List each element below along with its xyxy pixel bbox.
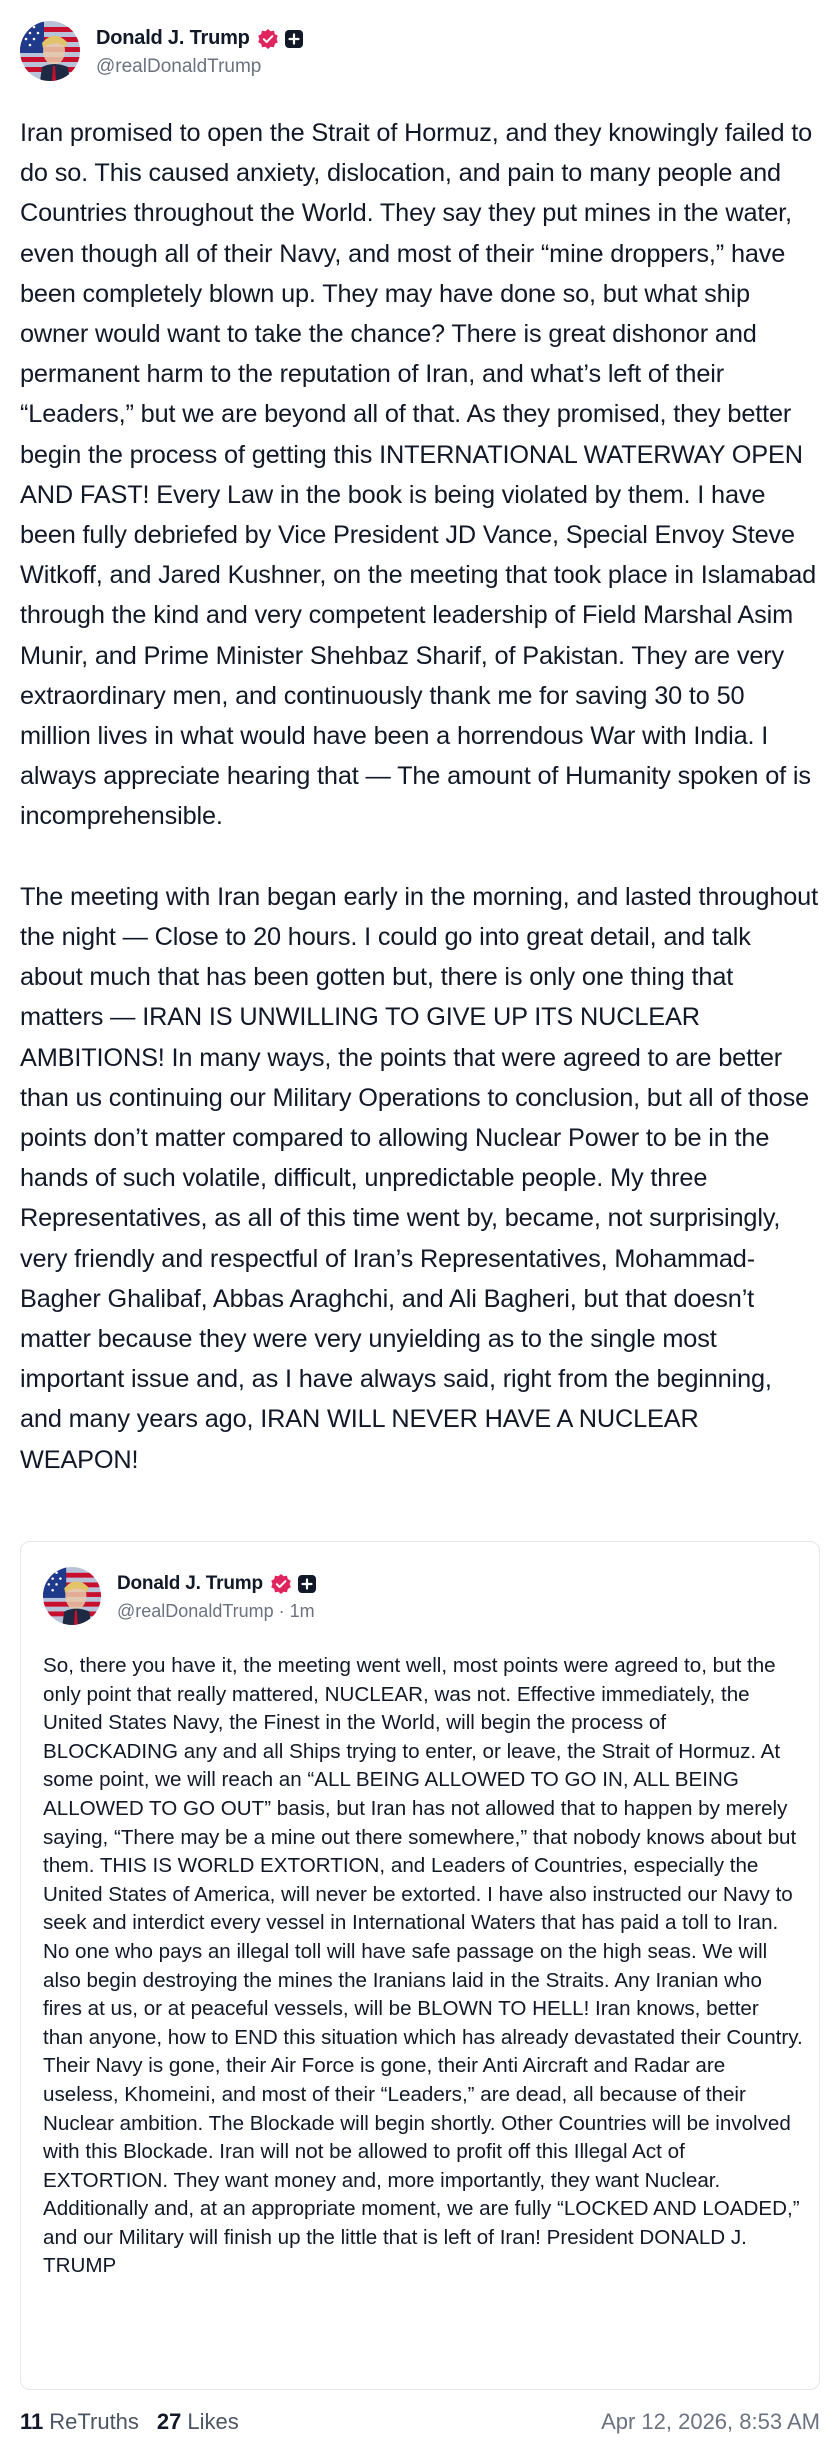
- quoted-author-info: [117, 1570, 317, 1622]
- post-body: [20, 113, 820, 1480]
- quoted-author-name-row: [117, 1570, 317, 1598]
- likes-stat[interactable]: [157, 2409, 239, 2435]
- plus-badge-icon: [284, 29, 304, 49]
- author-name-row: [96, 25, 304, 53]
- likes-label: Likes: [187, 2409, 239, 2434]
- flag-avatar-icon: [43, 1567, 101, 1625]
- retruths-count: 11: [20, 2409, 44, 2434]
- quoted-author-handle-time[interactable]: @realDonaldTrump · 1m: [117, 1601, 315, 1621]
- likes-count: 27: [156, 2409, 182, 2434]
- author-info: [96, 25, 304, 78]
- post-header: [20, 20, 304, 82]
- quoted-avatar[interactable]: [43, 1567, 101, 1625]
- post-paragraph-1: Iran promised to open the Strait of Hormuz, and they knowingly failed to do so. This caused anxiety, dislocation, and pain to many people and Countries throughout the World. They say they put mines in the water, even though all of their Navy, and most of their “mine droppers,” have been completely blown up. They may have done so, but what ship owner would want to take the chance? There is great dishonor and permanent harm to the reputation of Iran, and what’s left of their “Leaders,” but we are beyond all of that. As they promised, they better begin the process of getting this INTERNATIONAL WATERWAY OPEN AND FAST! Every Law in the book is being violated by them. I have been fully debriefed by Vice President JD Vance, Special Envoy Steve Witkoff, and Jared Kushner, on the meeting that took place in Islamabad through the kind and very competent leadership of Field Marshal Asim Munir, and Prime Minister Shehbaz Sharif, of Pakistan. They are very extraordinary men, and continuously thank me for saving 30 to 50 million lives in what would have been a horrendous War with India. I always appreciate hearing that — The amount of Humanity spoken of is incomprehensible.: [20, 119, 817, 831]
- verified-badge-icon: [257, 28, 279, 50]
- quoted-post-body: So, there you have it, the meeting went well, most points were agreed to, but the only point that really mattered, NUCLEAR, was not. Effective immediately, the United States Navy, the Finest in the World, will begin the process of BLOCKADING any and all Ships trying to enter, or leave, the Strait of Hormuz. At some point, we will reach an “ALL BEING ALLOWED TO GO IN, ALL BEING ALLOWED TO GO OUT” basis, but Iran has not allowed that to happen by merely saying, “There may be a mine out there somewhere,” that nobody knows about but them. THIS IS WORLD EXTORTION, and Leaders of Countries, especially the United States of America, will never be extorted. I have also instructed our Navy to seek and interdict every vessel in International Waters that has paid a toll to Iran. No one who pays an illegal toll will have safe passage on the high seas. We will also begin destroying the mines the Iranians laid in the Straits. Any Iranian who fires at us, or at peaceful vessels, will be BLOWN TO HELL! Iran knows, better than anyone, how to END this situation which has already devastated their Country. Their Navy is gone, their Air Force is gone, their Anti Aircraft and Radar are useless, Khomeini, and most of their “Leaders,” are dead, all because of their Nuclear ambition. The Blockade will begin shortly. Other Countries will be involved with this Blockade. Iran will not be allowed to profit off this Illegal Act of EXTORTION. They want money and, more importantly, they want Nuclear. Additionally and, at an appropriate moment, we are fully “LOCKED AND LOADED,” and our Military will finish up the little that is left of Iran! President DONALD J. TRUMP: [43, 1654, 803, 2278]
- post-paragraph-2: The meeting with Iran began early in the morning, and lasted throughout the night — Close to 20 hours. I could go into great detail, and talk about much that has been gotten but, there is only one thing that matters — IRAN IS UNWILLING TO GIVE UP ITS NUCLEAR AMBITIONS! In many ways, the points that were agreed to are better than us continuing our Military Operations to conclusion, but all of those points don’t matter compared to allowing Nuclear Power to be in the hands of such volatile, difficult, unpredictable people. My three Representatives, as all of this time went by, became, not surprisingly, very friendly and respectful of Iran’s Representatives, Mohammad-Bagher Ghalibaf, Abbas Araghchi, and Ali Bagheri, but that doesn’t matter because they were very unyielding as to the single most important issue and, as I have always said, right from the beginning, and many years ago, IRAN WILL NEVER HAVE A NUCLEAR WEAPON!: [20, 882, 818, 1474]
- quoted-author-display-name[interactable]: Donald J. Trump: [117, 1573, 263, 1594]
- verified-badge-icon: [270, 1573, 292, 1595]
- plus-badge-icon: [297, 1574, 317, 1594]
- retruths-stat[interactable]: [20, 2409, 139, 2435]
- retruths-label: ReTruths: [49, 2409, 139, 2434]
- post-timestamp[interactable]: Apr 12, 2026, 8:53 AM: [601, 2409, 820, 2434]
- quoted-post-header: [43, 1566, 317, 1626]
- post-footer: [20, 2404, 820, 2440]
- quoted-post-card[interactable]: [20, 1541, 820, 2390]
- flag-avatar-icon: [20, 21, 80, 81]
- author-handle[interactable]: @realDonaldTrump: [96, 55, 262, 77]
- avatar[interactable]: [20, 21, 80, 81]
- author-display-name[interactable]: Donald J. Trump: [96, 27, 250, 49]
